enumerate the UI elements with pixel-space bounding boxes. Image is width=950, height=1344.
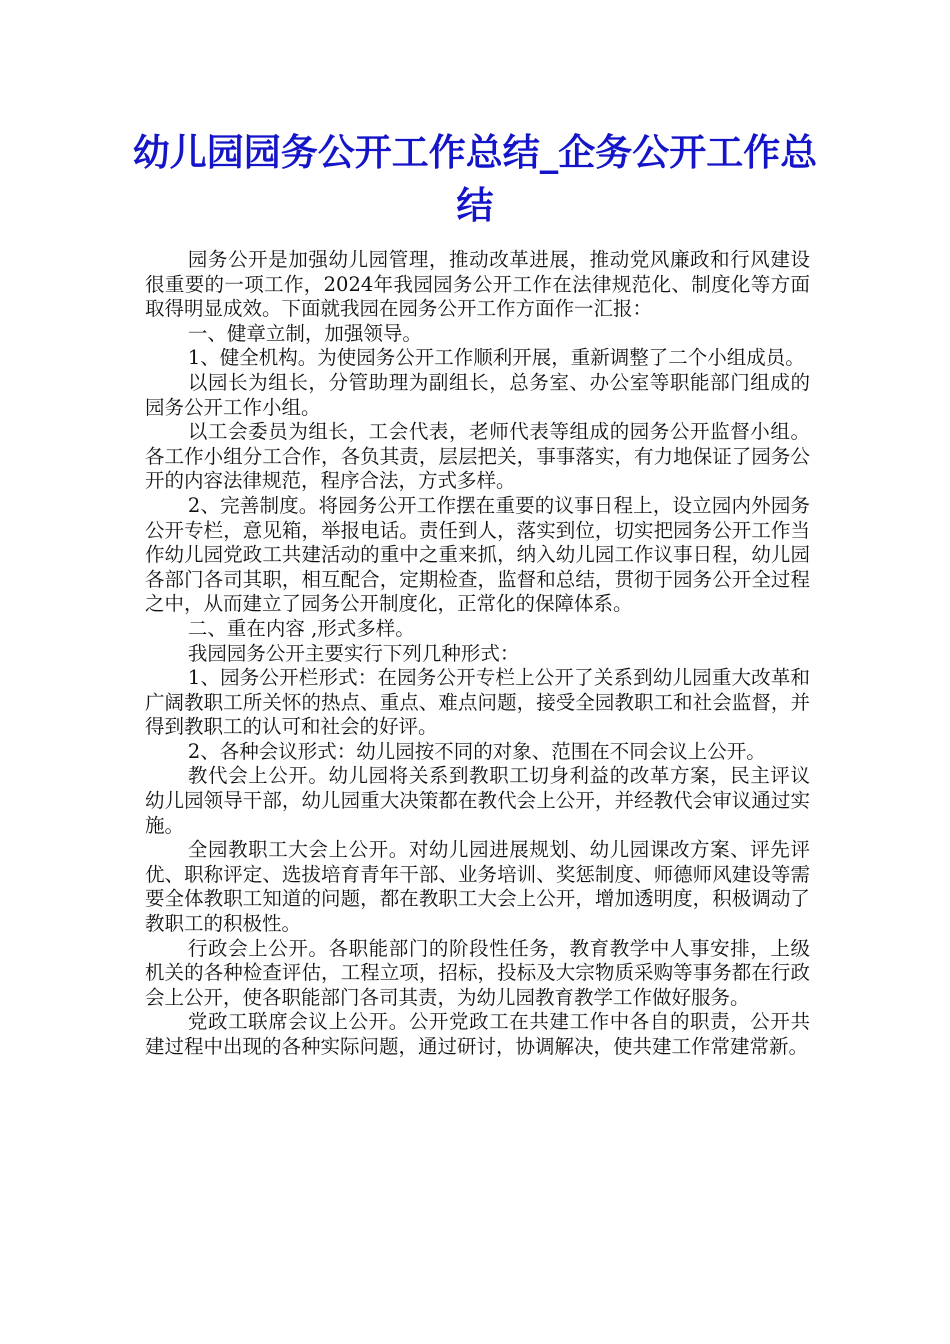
paragraph: 我园园务公开主要实行下列几种形式： xyxy=(187,641,520,665)
paragraph: 全园教职工大会上公开。对幼儿园进展规划、幼儿园课改方案、评先评优、职称评定、选拔培育青年干部、业务培训、奖惩制度、师德师风建设等需要全体教职工知道的问题，都在教职工大会上公开，增加透明度，积极调动了教职工的积极性。 xyxy=(145,838,810,936)
section-heading: 二、重在内容 ,形式多样。 xyxy=(187,616,415,640)
paragraph: 1、健全机构。为使园务公开工作顺利开展，重新调整了二个小组成员。 xyxy=(187,346,805,370)
paragraph: 2、完善制度。将园务公开工作摆在重要的议事日程上，设立园内外园务公开专栏，意见箱，举报电话。责任到人，落实到位，切实把园务公开工作当作幼儿园党政工共建活动的重中之重来抓，纳入幼儿园工作议事日程，幼儿园各部门各司其职，相互配合，定期检查，监督和总结，贯彻于园务公开全过程之中，从而建立了园务公开制度化，正常化的保障体系。 xyxy=(145,493,810,616)
section-heading: 一、健章立制，加强领导。 xyxy=(187,321,422,345)
paragraph: 2、各种会议形式：幼儿园按不同的对象、范围在不同会议上公开。 xyxy=(187,739,766,763)
paragraph: 1、园务公开栏形式：在园务公开专栏上公开了关系到幼儿园重大改革和广阔教职工所关怀的热点、重点、难点问题，接受全园教职工和社会监督，并得到教职工的认可和社会的好评。 xyxy=(145,666,810,739)
paragraph: 以工会委员为组长，工会代表，老师代表等组成的园务公开监督小组。各工作小组分工合作，各负其责，层层把关，事事落实，有力地保证了园务公开的内容法律规范，程序合法，方式多样。 xyxy=(145,420,810,493)
paragraph: 园务公开是加强幼儿园管理，推动改革进展，推动党风廉政和行风建设很重要的一项工作，2024年我园园务公开工作在法律规范化、制度化等方面取得明显成效。下面就我园在园务公开工作方面作一汇报： xyxy=(145,248,810,321)
paragraph: 行政会上公开。各职能部门的阶段性任务，教育教学中人事安排，上级机关的各种检查评估，工程立项，招标，投标及大宗物质采购等事务都在行政会上公开，使各职能部门各司其责，为幼儿园教育教学工作做好服务。 xyxy=(145,936,810,1009)
paragraph: 党政工联席会议上公开。公开党政工在共建工作中各自的职责，公开共建过程中出现的各种实际问题，通过研讨，协调解决，使共建工作常建常新。 xyxy=(145,1010,810,1058)
document-title: 幼儿园园务公开工作总结_企务公开工作总结 xyxy=(132,130,818,227)
paragraph: 以园长为组长，分管助理为副组长，总务室、办公室等职能部门组成的园务公开工作小组。 xyxy=(145,370,810,419)
paragraph: 教代会上公开。幼儿园将关系到教职工切身利益的改革方案，民主评议幼儿园领导干部，幼儿园重大决策都在教代会上公开，并经教代会审议通过实施。 xyxy=(145,764,810,837)
document-body xyxy=(145,248,810,1060)
